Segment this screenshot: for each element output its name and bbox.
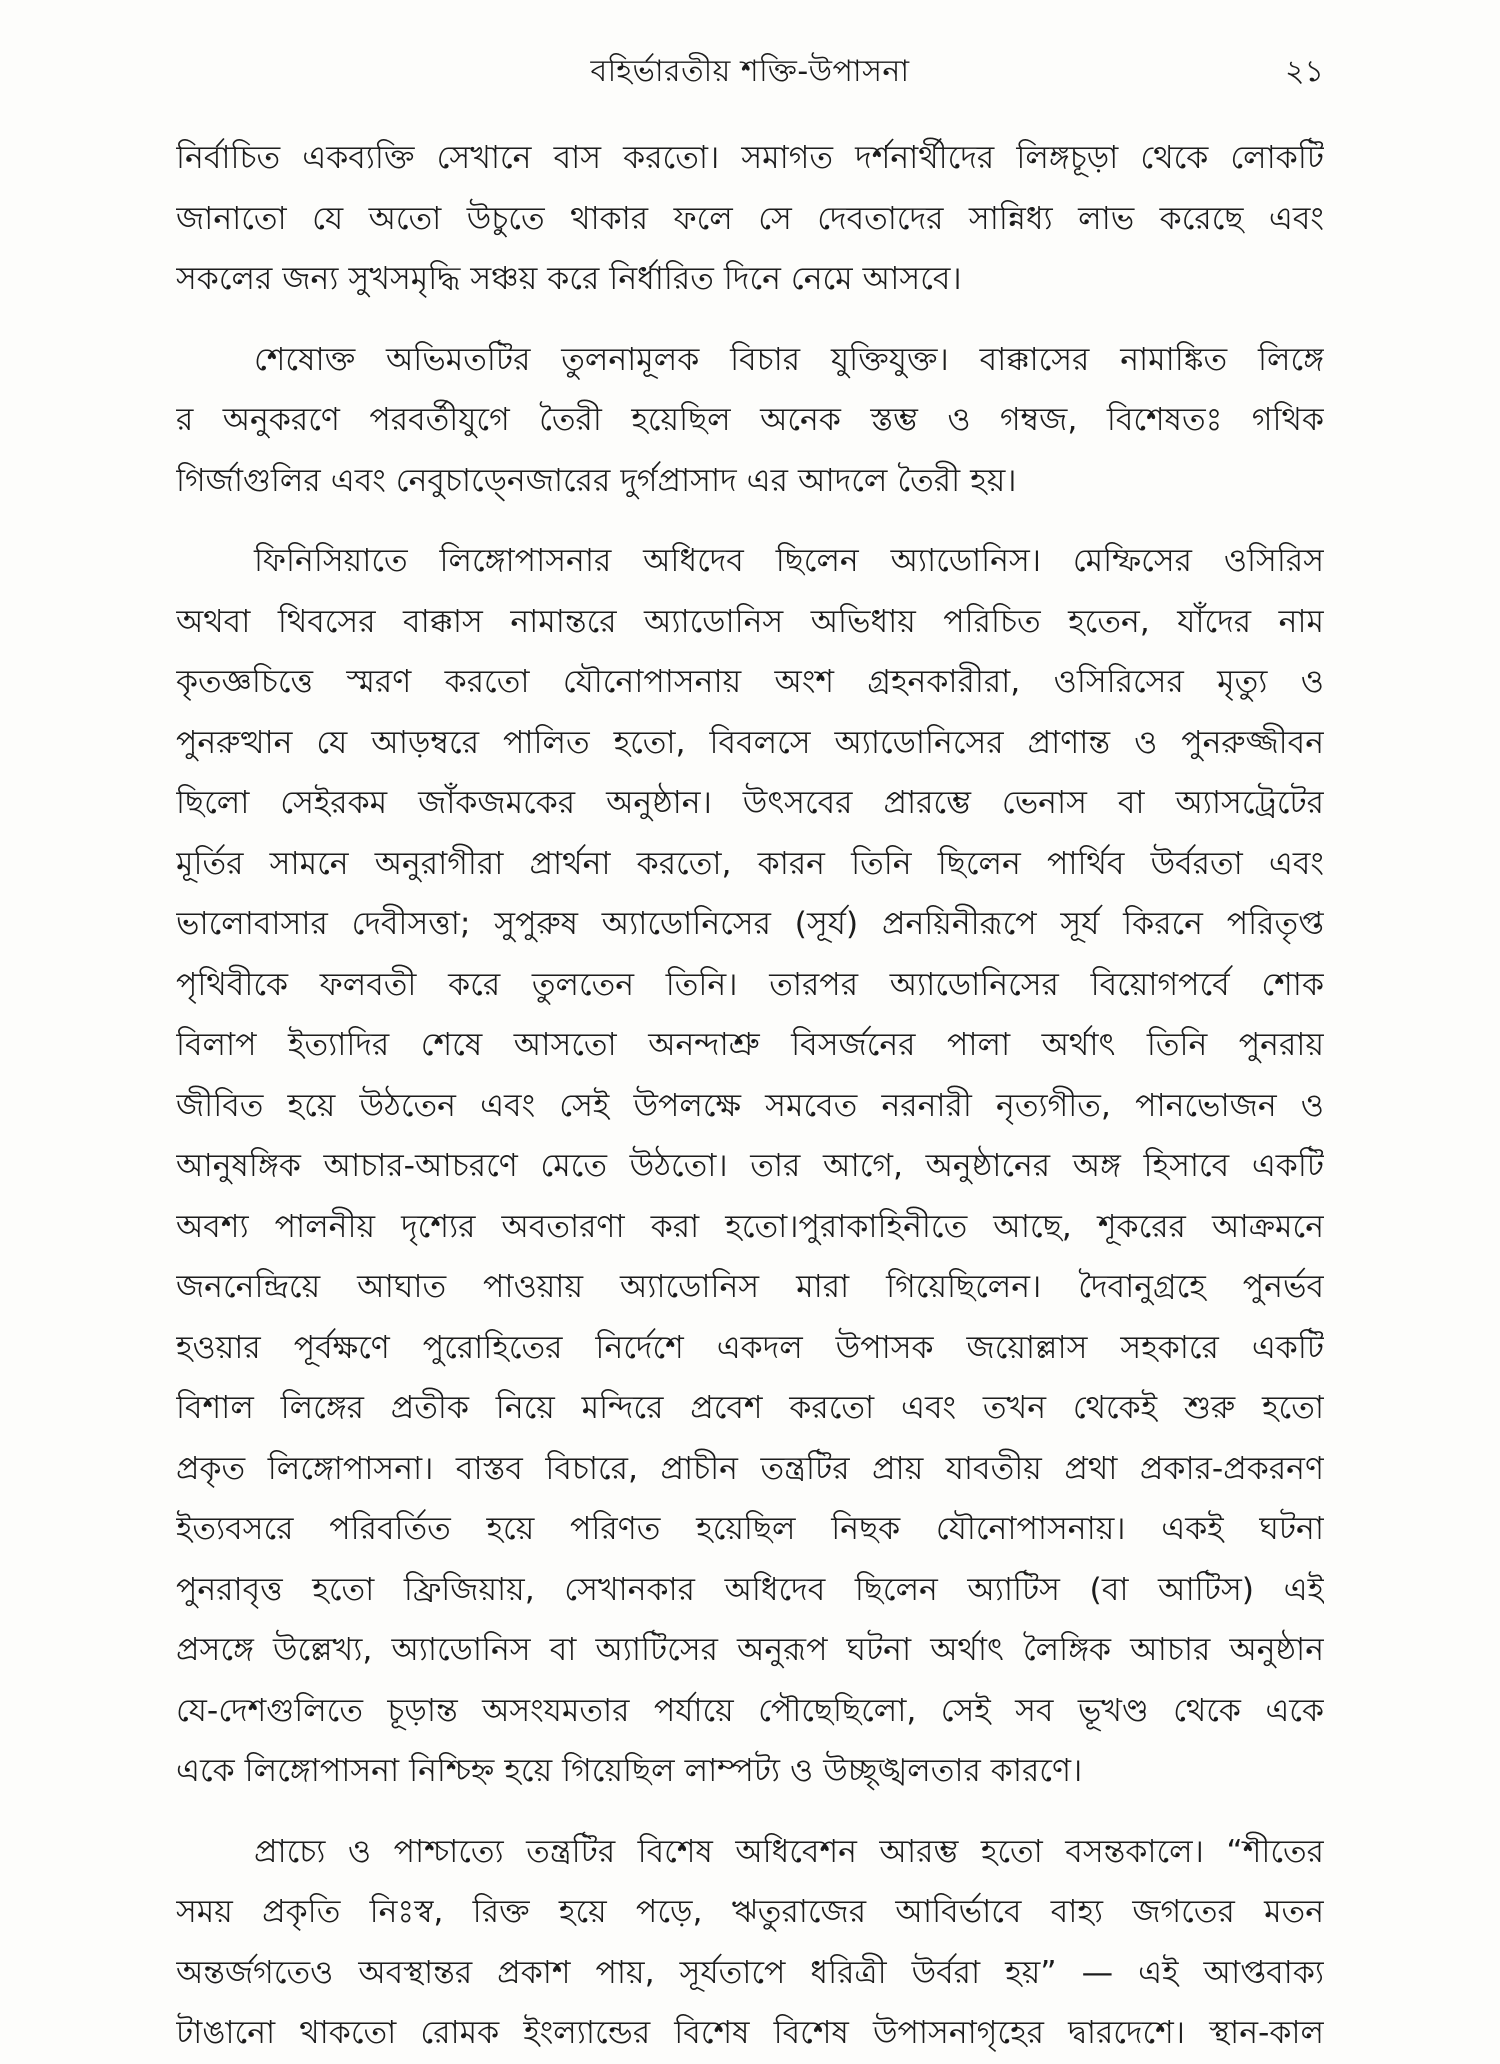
text-line: অন্তর্জগতেও অবস্থান্তর প্রকাশ পায়, সূর্যতাপে ধরিত্রী উর্বরা হয়” — এই আপ্তবাক্য xyxy=(176,1954,1324,1991)
text-line: কৃতজ্ঞচিত্তে স্মরণ করতো যৌনোপাসনায় অংশ গ্রহনকারীরা, ওসিরিসের মৃত্যু ও xyxy=(176,664,1324,700)
text-line: জানাতো যে অতো উচুতে থাকার ফলে সে দেবতাদের সান্নিধ্য লাভ করেছে এবং xyxy=(176,200,1324,237)
text-line: পৃথিবীকে ফলবতী করে তুলতেন তিনি। তারপর অ্যাডোনিসের বিয়োগপর্বে শোক xyxy=(176,966,1324,1003)
text-line: প্রকৃত লিঙ্গোপাসনা। বাস্তব বিচারে, প্রাচীন তন্ত্রটির প্রায় যাবতীয় প্রথা প্রকার-প্রকরনণ xyxy=(176,1450,1324,1487)
book-page xyxy=(176,40,1324,2051)
paragraph-4 xyxy=(176,1822,1324,2064)
text-line: প্রাচ্যে ও পাশ্চাত্যে তন্ত্রটির বিশেষ অধিবেশন আরম্ভ হতো বসন্তকালে। “শীতের xyxy=(254,1833,1324,1870)
text-line: হওয়ার পূর্বক্ষণে পুরোহিতের নির্দেশে একদল উপাসক জয়োল্লাস সহকারে একটি xyxy=(176,1329,1324,1366)
text-line: ভালোবাসার দেবীসত্তা; সুপুরুষ অ্যাডোনিসের (সূর্য) প্রনয়িনীরূপে সূর্য কিরনে পরিতৃপ্ত xyxy=(176,906,1324,942)
text-line: সকলের জন্য সুখসমৃদ্ধি সঞ্চয় করে নির্ধারিত দিনে নেমে আসবে। xyxy=(176,261,962,297)
page-number: ২১ xyxy=(1285,54,1324,89)
text-line: পুনরুত্থান যে আড়ম্বরে পালিত হতো, বিবলসে অ্যাডোনিসের প্রাণান্ত ও পুনরুজ্জীবন xyxy=(176,724,1324,761)
text-line: সময় প্রকৃতি নিঃস্ব, রিক্ত হয়ে পড়ে, ঋতুরাজের আবির্ভাবে বাহ্য জগতের মতন xyxy=(176,1894,1324,1930)
text-line: বিশাল লিঙ্গের প্রতীক নিয়ে মন্দিরে প্রবেশ করতো এবং তখন থেকেই শুরু হতো xyxy=(176,1390,1324,1426)
text-line: জীবিত হয়ে উঠতেন এবং সেই উপলক্ষে সমবেত নরনারী নৃত্যগীত, পানভোজন ও xyxy=(176,1087,1324,1124)
text-line: টাঙানো থাকতো রোমক ইংল্যান্ডের বিশেষ বিশেষ উপাসনাগৃহের দ্বারদেশে। স্থান-কাল xyxy=(176,2015,1324,2051)
text-line: ইত্যবসরে পরিবর্তিত হয়ে পরিণত হয়েছিল নিছক যৌনোপাসনায়। একই ঘটনা xyxy=(176,1511,1324,1547)
text-line: পুনরাবৃত্ত হতো ফ্রিজিয়ায়, সেখানকার অধিদেব ছিলেন অ্যাটিস (বা আটিস) এই xyxy=(176,1571,1324,1608)
text-line: অথবা থিবসের বাক্কাস নামান্তরে অ্যাডোনিস অভিধায় পরিচিত হতেন, যাঁদের নাম xyxy=(176,603,1324,640)
text-line: যে-দেশগুলিতে চূড়ান্ত অসংযমতার পর্যায়ে পৌছেছিলো, সেই সব ভূখণ্ড থেকে একে xyxy=(176,1692,1324,1729)
text-line: গির্জাগুলির এবং নেবুচাড্নেজারের দুর্গপ্রাসাদ এর আদলে তৈরী হয়। xyxy=(176,462,1017,499)
text-line: র অনুকরণে পরবর্তীযুগে তৈরী হয়েছিল অনেক স্তম্ভ ও গম্বজ, বিশেষতঃ গথিক xyxy=(176,402,1324,438)
text-line: অবশ্য পালনীয় দৃশ্যের অবতারণা করা হতো।পুরাকাহিনীতে আছে, শূকরের আক্রমনে xyxy=(176,1208,1324,1245)
paragraph-2 xyxy=(176,330,1324,512)
text-line: ছিলো সেইরকম জাঁকজমকের অনুষ্ঠান। উৎসবের প্রারম্ভে ভেনাস বা অ্যাসট্রেটের xyxy=(176,785,1324,821)
text-line: বিলাপ ইত্যাদির শেষে আসতো অনন্দাশ্রু বিসর্জনের পালা অর্থাৎ তিনি পুনরায় xyxy=(176,1027,1324,1063)
text-line: নির্বাচিত একব্যক্তি সেখানে বাস করতো। সমাগত দর্শনার্থীদের লিঙ্গচূড়া থেকে লোকটি xyxy=(176,140,1324,176)
running-title: বহির্ভারতীয় শক্তি-উপাসনা xyxy=(590,54,910,89)
running-head xyxy=(176,40,1324,110)
text-line: প্রসঙ্গে উল্লেখ্য, অ্যাডোনিস বা অ্যাটিসের অনুরূপ ঘটনা অর্থাৎ লৈঙ্গিক আচার অনুষ্ঠান xyxy=(176,1632,1324,1668)
text-line: জননেন্দ্রিয়ে আঘাত পাওয়ায় অ্যাডোনিস মারা গিয়েছিলেন। দৈবানুগ্রহে পুনর্ভব xyxy=(176,1269,1324,1305)
paragraph-3 xyxy=(176,531,1324,1802)
paragraph-1 xyxy=(176,128,1324,310)
text-line: মূর্তির সামনে অনুরাগীরা প্রার্থনা করতো, কারন তিনি ছিলেন পার্থিব উর্বরতা এবং xyxy=(176,845,1324,882)
text-line: আনুষঙ্গিক আচার-আচরণে মেতে উঠতো। তার আগে, অনুষ্ঠানের অঙ্গ হিসাবে একটি xyxy=(176,1148,1324,1184)
text-line: একে লিঙ্গোপাসনা নিশ্চিহ্ন হয়ে গিয়েছিল লাম্পট্য ও উচ্ছৃঙ্খলতার কারণে। xyxy=(176,1753,1083,1789)
text-line: শেষোক্ত অভিমতটির তুলনামূলক বিচার যুক্তিযুক্ত। বাক্কাসের নামাঙ্কিত লিঙ্গে xyxy=(254,341,1324,378)
text-line: ফিনিসিয়াতে লিঙ্গোপাসনার অধিদেব ছিলেন অ্যাডোনিস। মেম্ফিসের ওসিরিস xyxy=(254,543,1324,579)
body-text xyxy=(176,128,1324,2064)
